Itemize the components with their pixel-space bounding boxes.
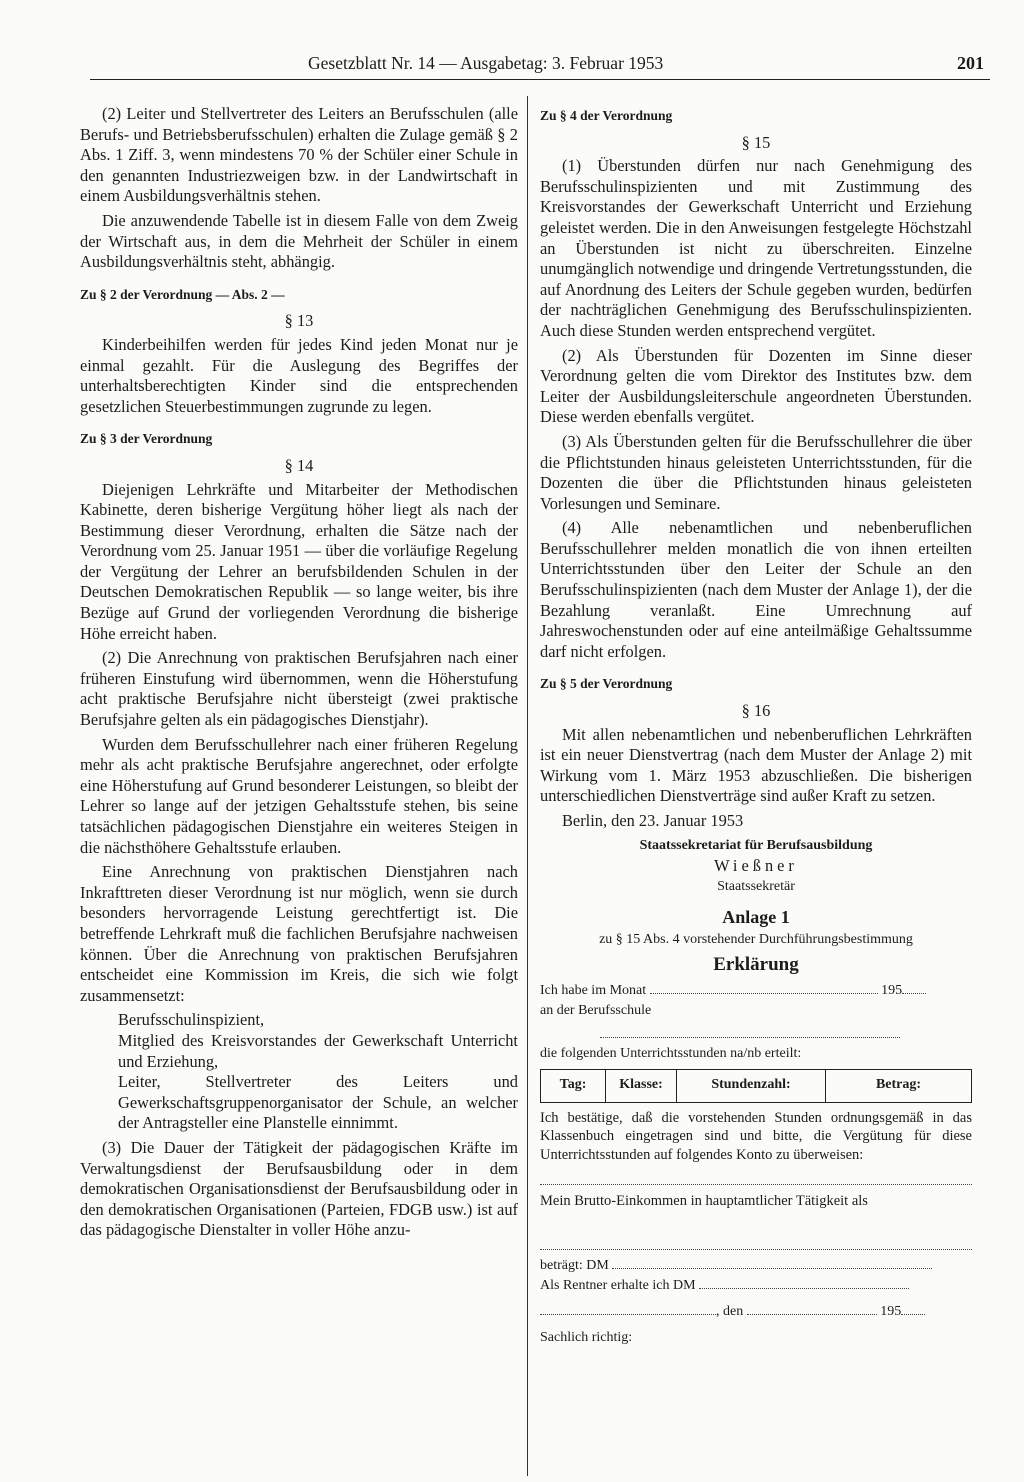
form-line-pension: Als Rentner erhalte ich DM	[540, 1276, 972, 1296]
paragraph: (4) Alle nebenamtlichen und nebenberuflichen Berufsschullehrer melden monatlich die von ihnen erteilten Unterrichtsstunden über den Leiter der Schule an den Berufsschulinspizienten (nach dem Muster der Anlage 1), der die Bezahlung veranlaßt. Eine Umrechnung auf Jahreswochenstunden oder auf eine anteilmäßige Gehaltssumme darf nicht erfolgen.	[540, 518, 972, 661]
list-item: Leiter, Stellvertreter des Leiters und Gewerkschaftsgruppenorganisator der Schule, an welcher der Antragsteller eine Planstelle einnimmt.	[118, 1072, 518, 1133]
page-header	[308, 53, 988, 79]
anlage-reference: zu § 15 Abs. 4 vorstehender Durchführungsbestimmung	[599, 931, 913, 947]
paragraph: (2) Leiter und Stellvertreter des Leiters an Berufsschulen (alle Berufs- und Betriebsberufsschulen) erhalten die Zulage gemäß § 2 Abs. 1 Ziff. 3, wenn mindestens 70 % der Schüler einer Schule in den genannten Industriezweigen bzw. in der Landwirtschaft in einem Ausbildungsverhältnis stehen.	[80, 104, 518, 206]
income-field[interactable]	[540, 1233, 972, 1250]
paragraph: (1) Überstunden dürfen nur nach Genehmigung des Berufsschulinspizienten und mit Zustimmung des Kreisvorstandes der Gewerkschaft Unterricht und Erziehung geleistet werden. Die in den Anweisungen festgelegte Höchstzahl an Überstunden ist nicht zu überschreiten. Einzelne unumgänglich notwendige und dringende Vertretungsstunden, die auf Anordnung des Leiters der Schule gegeben wurden, bedürfen der nachträglichen Genehmigung des Berufsschulinspizienten. Auch diese Stunden werden entsprechend vergütet.	[540, 156, 972, 340]
paragraph: Mit allen nebenamtlichen und nebenberuflichen Lehrkräften ist ein neuer Dienstvertrag (nach dem Muster der Anlage 2) mit Wirkung vom 1. März 1953 abzuschließen. Die bisherigen unterschiedlichen Dienstverträge sind außer Kraft zu setzen.	[540, 724, 972, 806]
confirmation-text: Ich bestätige, daß die vorstehenden Stunden ordnungsgemäß in das Klassenbuch eingetragen sind und bitte, die Vergütung für diese Unterrichtsstunden auf folgendes Konto zu überweisen:	[540, 1109, 972, 1163]
list-item: Berufsschulinspizient,	[118, 1010, 265, 1030]
section-heading: Zu § 3 der Verordnung	[80, 431, 213, 447]
form-line-month: Ich habe im Monat 195	[540, 981, 972, 1001]
income-text: Mein Brutto-Einkommen in hauptamtlicher Tätigkeit als	[540, 1193, 868, 1210]
hours-table	[540, 1069, 972, 1103]
paragraph: Eine Anrechnung von praktischen Dienstjahren nach Inkrafttreten dieser Verordnung ist nur möglich, wenn sie durch besonders hervorragende Leistung gerechtfertigt ist. Die betreffende Lehrkraft muß die fachlichen Berufsjahre nachweisen können. Über die Anrechnung von praktischen Berufsjahren entscheidet eine Kommission im Kreis, die sich wie folgt zusammensetzt:	[80, 862, 518, 1005]
table-header-tag: Tag:	[541, 1069, 606, 1102]
list-item: Mitglied des Kreisvorstandes der Gewerkschaft Unterricht und Erziehung,	[118, 1030, 518, 1071]
right-column	[540, 104, 972, 1348]
paragraph: Wurden dem Berufsschullehrer nach einer früheren Regelung mehr als acht praktische Berufsjahre angerechnet, oder erfolgte eine Höherstufung auf Grund besonderer Leistungen, so bleibt der Lehrer so lange auf der jetzigen Gehaltsstufe stehen, bis seine tatsächlichen pädagogischen Dienstjahre ein weiteres Steigen in die nächsthöhere Gehaltsstufe erlauben.	[80, 734, 518, 857]
left-column	[80, 104, 518, 1245]
year-field[interactable]	[902, 993, 926, 994]
paragraph: Die anzuwendende Tabelle ist in diesem Falle von dem Zweig der Wirtschaft aus, in dem die Mehrheit der Schüler in einem Ausbildungsverhältnis steht, abhängig.	[80, 210, 518, 272]
form-line-hours: die folgenden Unterrichtsstunden na/nb erteilt:	[540, 1046, 802, 1062]
form-line-date: , den 195	[540, 1302, 972, 1322]
table-header-klasse: Klasse:	[606, 1069, 677, 1102]
signer-title: Staatssekretär	[717, 878, 795, 894]
commission-list	[80, 1010, 518, 1134]
paragraph: Diejenigen Lehrkräfte und Mitarbeiter der Methodischen Kabinette, deren bisherige Vergütung höher liegt als nach der Bestimmung dieser Verordnung, erhalten die Sätze nach der Verordnung vom 25. Januar 1951 — über die vorläufige Regelung der Vergütung der Lehrer an berufsbildenden Schulen in der Deutschen Demokratischen Republik — so lange weiter, bis ihre Bezüge auf Grund der vorliegenden Verordnung die bisherige Höhe erreicht haben.	[80, 479, 518, 643]
header-title: Gesetzblatt Nr. 14 — Ausgabetag: 3. Februar 1953	[308, 53, 664, 73]
form-title: Erklärung	[713, 953, 799, 975]
school-field[interactable]	[600, 1021, 900, 1038]
paragraph: (2) Die Anrechnung von praktischen Berufsjahren nach einer früheren Einstufung wird übernommen, wenn die Höherstufung acht praktische Berufsjahre nicht übersteigt (zwei praktische Berufsjahre gelten als ein pädagogisches Dienstjahr).	[80, 648, 518, 730]
paragraph: (2) Als Überstunden für Dozenten im Sinne dieser Verordnung gelten die vom Direktor des Institutes bzw. dem Leiter der Ausbildungsleiterschule angeordneten Überstunden. Diese werden ebenfalls vergütet.	[540, 345, 972, 427]
signer-name: Wießner	[714, 856, 798, 876]
paragraph: (3) Als Überstunden gelten für die Berufsschullehrer die über die Pflichtstunden hinaus geleisteten Unterrichtsstunden, für die Dozenten die über die Pflichtstunden hinaus geleisteten Vorlesungen und Seminare.	[540, 431, 972, 513]
header-rule	[90, 79, 990, 80]
authority: Staatssekretariat für Berufsausbildung	[639, 837, 873, 853]
paragraph-number: § 15	[741, 132, 771, 152]
section-heading: Zu § 2 der Verordnung — Abs. 2 —	[80, 286, 285, 302]
amount-field[interactable]	[612, 1268, 932, 1269]
paragraph: (3) Die Dauer der Tätigkeit der pädagogischen Kräfte im Verwaltungsdienst der Berufsausbildung oder in dem demokratischen Organisationsdienst der Berufsausbildung oder in den demokratischen Organisationen (Parteien, FDGB usw.) ist auf das pädagogische Dienstalter in voller Höhe anzu-	[80, 1137, 518, 1240]
paragraph-number: § 14	[284, 455, 314, 475]
place-field[interactable]	[540, 1314, 716, 1315]
section-heading: Zu § 4 der Verordnung	[540, 108, 673, 123]
section-heading: Zu § 5 der Verordnung	[540, 676, 673, 692]
form-line-verified: Sachlich richtig:	[540, 1330, 633, 1346]
date-field[interactable]	[747, 1314, 877, 1315]
table-header-betrag: Betrag:	[826, 1069, 972, 1102]
column-divider	[527, 96, 528, 1476]
table-header-stundenzahl: Stundenzahl:	[677, 1069, 826, 1102]
page-number: 201	[957, 53, 984, 73]
anlage-heading: Anlage 1	[722, 907, 790, 928]
paragraph-number: § 13	[284, 311, 314, 331]
paragraph: Kinderbeihilfen werden für jedes Kind jeden Monat nur je einmal gezahlt. Für die Auslegung des Begriffes der unterhaltsberechtigten Kinder sind die entsprechenden gesetzlichen Steuerbestimmungen zugrunde zu legen.	[80, 334, 518, 416]
date-year-field[interactable]	[901, 1314, 925, 1315]
form-line-amount: beträgt: DM	[540, 1256, 972, 1276]
pension-field[interactable]	[699, 1288, 909, 1289]
month-field[interactable]	[650, 993, 878, 994]
paragraph-number: § 16	[741, 701, 771, 721]
account-field[interactable]	[540, 1168, 972, 1185]
form-line-school: an der Berufsschule	[540, 1003, 652, 1019]
date-line: Berlin, den 23. Januar 1953	[562, 811, 744, 830]
